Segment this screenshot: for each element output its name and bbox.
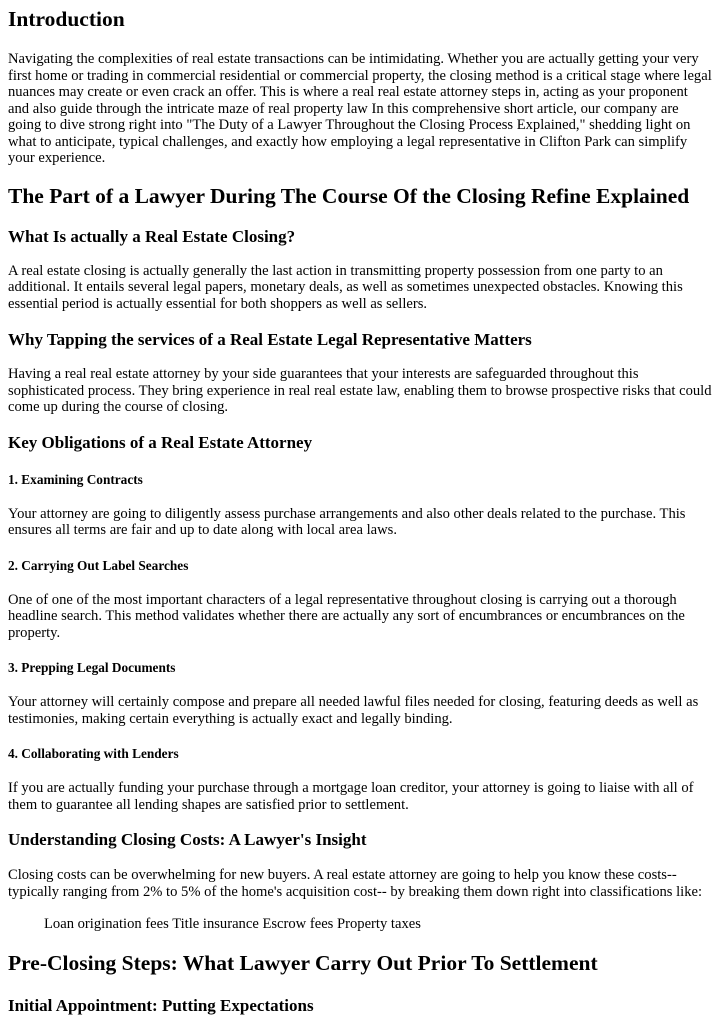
obligation-heading-contracts: 1. Examining Contracts bbox=[8, 471, 143, 487]
main-section-heading: The Part of a Lawyer During The Course Of the Closing Refine Explained bbox=[8, 183, 690, 208]
obligation-paragraph-label-searches: One of one of the most important characters of a legal representative throughout closing is carrying out a thorough headline search. This method validates whether there are actually any sort of encumbrances or encumbrances on the property. bbox=[8, 591, 685, 641]
why-hire-paragraph: Having a real real estate attorney by your side guarantees that your interests are safeguarded throughout this sophisticated process. They bring experience in real real estate law, enabling them to browse prospective risks that could come up during the course of closing. bbox=[8, 366, 712, 415]
obligation-heading-legal-documents: 3. Prepping Legal Documents bbox=[8, 660, 176, 675]
closing-costs-paragraph: Closing costs can be overwhelming for new buyers. A real estate attorney are going to help you know these costs-- typically ranging from 2% to 5% of the home's acquisition cost-- by breaking them down right into classifications like: bbox=[8, 867, 703, 900]
why-hire-heading: Why Tapping the services of a Real Estate Legal Representative Matters bbox=[8, 330, 532, 349]
key-obligations-heading: Key Obligations of a Real Estate Attorney bbox=[8, 432, 313, 452]
initial-appointment-heading: Initial Appointment: Putting Expectations bbox=[8, 995, 314, 1015]
obligation-paragraph-lenders: If you are actually funding your purchase through a mortgage loan creditor, your attorney is going to liaise with all of them to guarantee all lending shapes are satisfied prior to settlement. bbox=[8, 780, 694, 813]
closing-costs-list: Loan origination fees Title insurance Escrow fees Property taxes bbox=[44, 916, 421, 932]
what-is-closing-heading: What Is actually a Real Estate Closing? bbox=[8, 226, 296, 246]
introduction-heading: Introduction bbox=[8, 7, 125, 31]
introduction-paragraph: Navigating the complexities of real estate transactions can be intimidating. Whether you are actually getting your very first home or trading in commercial residential or commercial property, the closing method is a critical stage where legal nuances may create or even crack an offer. This is where a real real estate attorney steps in, acting as your proponent and also guide through the intricate maze of real property law In this comprehensive short article, our company are going to dive strong right into "The Duty of a Lawyer Throughout the Closing Process Explained," shedding light on what to anticipate, typical challenges, and exactly how employing a legal representative in Clifton Park can simplify your experience. bbox=[8, 51, 712, 166]
closing-costs-heading: Understanding Closing Costs: A Lawyer's Insight bbox=[8, 830, 367, 849]
what-is-closing-paragraph: A real estate closing is actually generally the last action in transmitting property possession from one party to an additional. It entails several legal papers, monetary deals, as well as sometimes unexpected obstacles. Knowing this essential period is actually essential for both shoppers as well as sellers. bbox=[8, 262, 683, 312]
obligation-paragraph-contracts: Your attorney are going to diligently assess purchase arrangements and also other deals related to the purchase. This ensures all terms are fair and up to date along with local area laws. bbox=[8, 505, 686, 538]
obligation-heading-lenders: 4. Collaborating with Lenders bbox=[8, 746, 179, 761]
obligation-heading-label-searches: 2. Carrying Out Label Searches bbox=[8, 557, 189, 573]
obligation-paragraph-legal-documents: Your attorney will certainly compose and prepare all needed lawful files needed for closing, featuring deeds as well as testimonies, making certain everything is actually exact and legally binding. bbox=[8, 694, 699, 727]
pre-closing-heading: Pre-Closing Steps: What Lawyer Carry Out Prior To Settlement bbox=[8, 950, 598, 975]
